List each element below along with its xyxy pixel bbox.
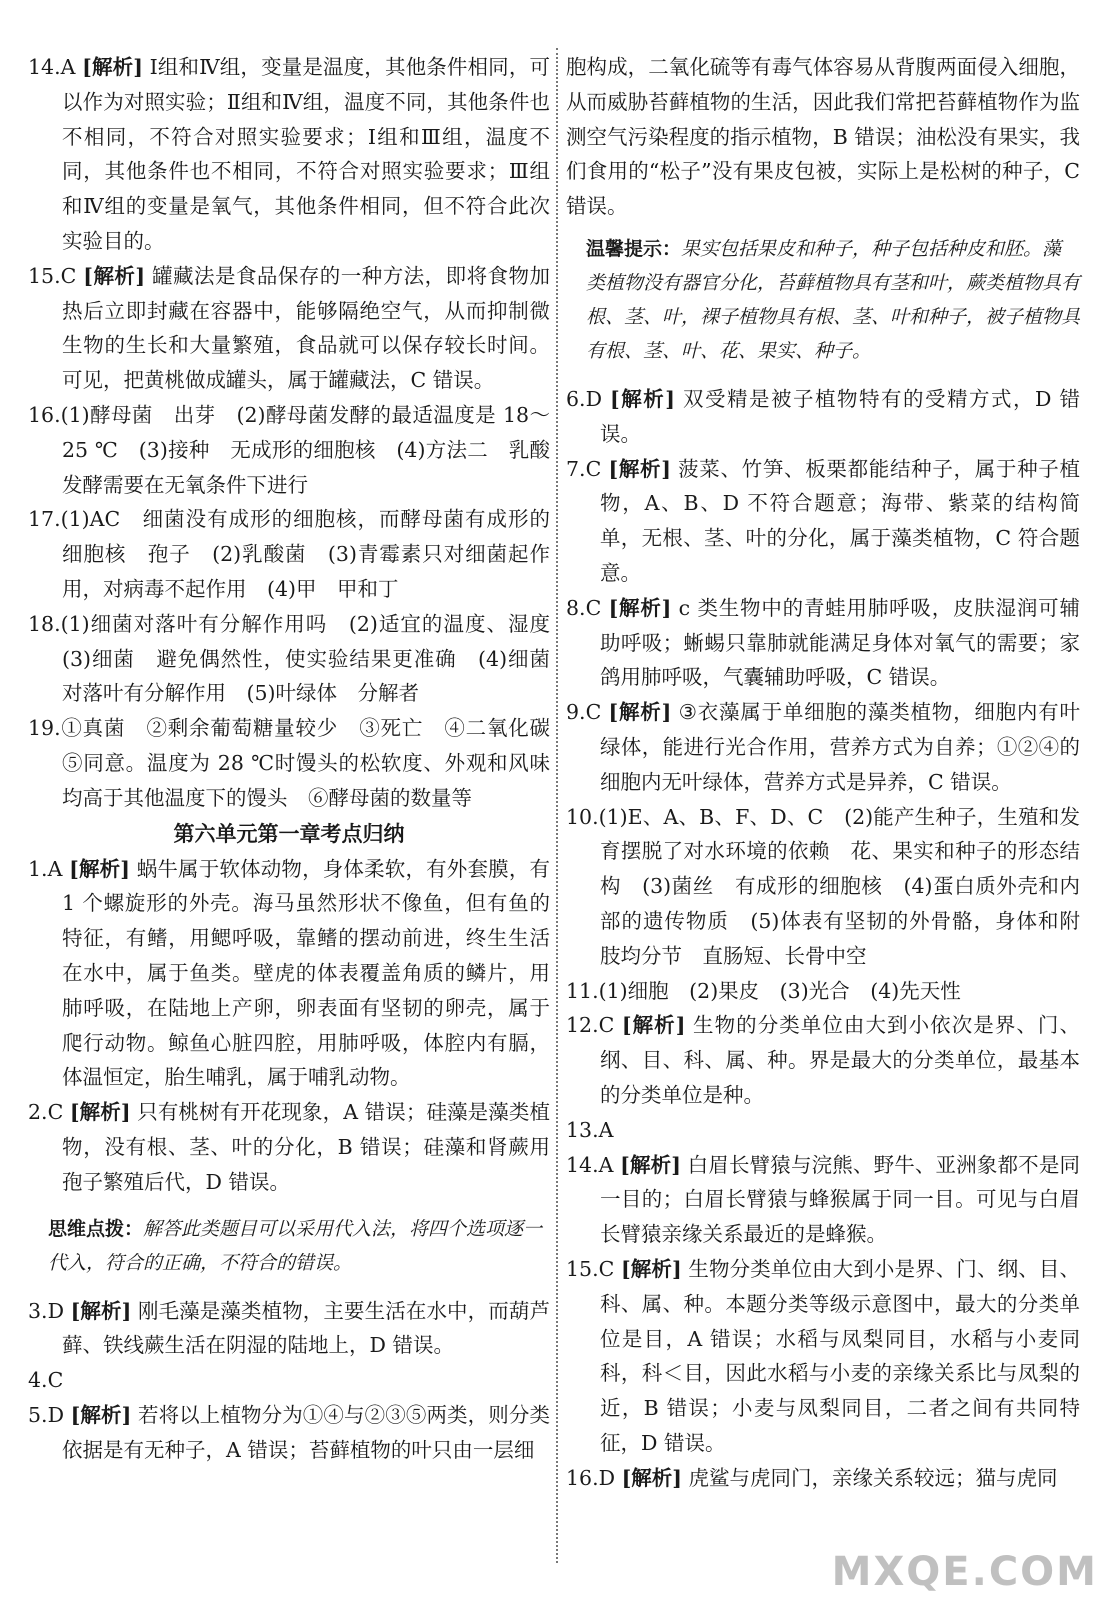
answer-choice: C <box>47 1100 64 1125</box>
answer-entry <box>566 591 1080 695</box>
answer-number: 19. <box>28 716 61 741</box>
answer-text: (1)AC 细菌没有成形的细胞核，而酵母菌有成形的细胞核 孢子 (2)乳酸菌 (3)青霉素只对细菌起作用，对病毒不起作用 (4)甲 甲和丁 <box>60 507 550 601</box>
analysis-tag: [解析] <box>82 55 143 79</box>
answer-entry <box>28 1398 550 1468</box>
answer-choice: C <box>585 456 602 481</box>
analysis-tag: [解析] <box>608 595 672 620</box>
answer-choice: D <box>598 1465 616 1490</box>
answer-number: 12. <box>566 1013 599 1038</box>
column-divider <box>556 48 558 1563</box>
answer-text: (1)细菌对落叶有分解作用吗 (2)适宜的温度、湿度 (3)细菌 避免偶然性，使实验结果更准确 (4)细菌对落叶有分解作用 (5)叶绿体 分解者 <box>60 611 571 706</box>
answer-entry <box>28 1095 550 1199</box>
answer-list <box>28 50 571 816</box>
answer-number: 17. <box>28 507 61 532</box>
answer-choice: C <box>598 1256 615 1281</box>
answer-choice: C <box>585 700 602 725</box>
answer-choice: C <box>598 1013 615 1038</box>
answer-number: 18. <box>28 611 61 636</box>
answer-entry <box>566 382 1080 452</box>
answer-list <box>28 852 550 1200</box>
answer-entry <box>566 1113 1080 1148</box>
answer-entry <box>566 452 1080 591</box>
answer-entry <box>28 1294 550 1364</box>
answer-entry <box>566 800 1080 974</box>
answer-number: 6. <box>566 386 586 411</box>
answer-entry <box>566 1461 1080 1496</box>
answer-text: 生物的分类单位由大到小依次是界、门、纲、目、科、属、种。界是最大的分类单位，最基本的分类单位是种。 <box>600 1013 1080 1107</box>
answer-number: 7. <box>566 456 586 481</box>
answer-number: 14. <box>28 55 61 79</box>
answer-number: 4. <box>28 1368 48 1393</box>
left-column <box>28 50 571 1467</box>
tip-text: 果实包括果皮和种子，种子包括种皮和胚。藻类植物没有器官分化，苔藓植物具有茎和叶，蕨类植物具有根、茎、叶，裸子植物具有根、茎、叶和种子，被子植物具有根、茎、叶、花、果实、种子。 <box>586 237 1081 362</box>
right-column <box>566 50 1080 1495</box>
answer-text: (1)E、A、B、F、D、C (2)能产生种子，生殖和发育摆脱了对水环境的依赖 花、果实和种子的形态结构 (3)菌丝 有成形的细胞核 (4)蛋白质外壳和内部的遗传物质 (5)体表有坚韧的外骨骼，身体和附肢均分节 直肠短、长骨中空 <box>598 804 1080 968</box>
answer-text: (1)细胞 (2)果皮 (3)光合 (4)先天性 <box>598 978 961 1003</box>
answer-text: 只有桃树有开花现象，A 错误；硅藻是藻类植物，没有根、茎、叶的分化，B 错误；硅藻和肾蕨用孢子繁殖后代，D 错误。 <box>62 1100 550 1194</box>
answer-entry <box>566 974 1080 1009</box>
answer-choice: D <box>585 386 602 411</box>
analysis-tag: [解析] <box>620 1152 681 1177</box>
analysis-tag: [解析] <box>608 456 671 481</box>
analysis-tag: [解析] <box>621 1013 686 1038</box>
answer-number: 1. <box>28 856 48 881</box>
answer-number: 15. <box>28 263 61 288</box>
answer-entry <box>28 259 550 398</box>
answer-text: 双受精是被子植物特有的受精方式，D 错误。 <box>600 386 1080 446</box>
answer-number: 11. <box>566 978 599 1003</box>
answer-text: 罐藏法是食品保存的一种方法，即将食物加热后立即封藏在容器中，能够隔绝空气，从而抑制微生物的生长和大量繁殖，食品就可以保存较长时间。可见，把黄桃做成罐头，属于罐藏法，C 错误。 <box>62 263 550 393</box>
tip-text: 解答此类题目可以采用代入法，将四个选项逐一代入，符合的正确，不符合的错误。 <box>48 1217 543 1274</box>
analysis-tag: [解析] <box>69 1100 131 1125</box>
answer-number: 13. <box>566 1117 599 1142</box>
answer-choice: D <box>47 1402 64 1427</box>
tip-box <box>28 1212 550 1280</box>
answer-text: 菠菜、竹笋、板栗都能结种子，属于种子植物，A、B、D 不符合题意；海带、紫菜的结构简单，无根、茎、叶的分化，属于藻类植物，C 符合题意。 <box>600 456 1080 585</box>
answer-number: 15. <box>566 1256 599 1281</box>
answer-entry <box>28 502 550 606</box>
answer-text: 若将以上植物分为①④与②③⑤两类，则分类依据是有无种子，A 错误；苔藓植物的叶只由一层细 <box>62 1402 550 1462</box>
answer-text: Ⅰ组和Ⅳ组，变量是温度，其他条件相同，可以作为对照实验；Ⅱ组和Ⅳ组，温度不同，其他条件也不相同，不符合对照实验要求；Ⅰ组和Ⅲ组，温度不同，其他条件也不相同，不符合对照实验要求；Ⅲ组和Ⅳ组的变量是氧气，其他条件相同，但不符合此次实验目的。 <box>62 55 550 253</box>
answer-entry <box>566 695 1080 799</box>
answer-choice: A <box>60 55 76 79</box>
analysis-tag: [解析] <box>83 263 146 288</box>
answer-entry <box>28 852 550 1096</box>
tip-label: 温馨提示： <box>586 237 682 260</box>
answer-choice: C <box>585 595 602 620</box>
answer-text: 刚毛藻是藻类植物，主要生活在水中，而葫芦藓、铁线蕨生活在阴湿的陆地上，D 错误。 <box>62 1298 550 1358</box>
answer-number: 9. <box>566 700 586 725</box>
answer-entry <box>566 1148 1080 1252</box>
answer-list <box>566 382 1080 1496</box>
section-heading: 第六单元第一章考点归纳 <box>173 821 405 846</box>
analysis-tag: [解析] <box>608 700 672 725</box>
answer-entry <box>28 398 550 502</box>
answer-number: 16. <box>566 1465 599 1490</box>
answer-number: 14. <box>566 1152 599 1177</box>
analysis-tag: [解析] <box>70 1298 132 1323</box>
answer-text: 白眉长臂猿与浣熊、野牛、亚洲象都不是同一目的；白眉长臂猿与蜂猴属于同一目。可见与白眉长臂猿亲缘关系最近的是蜂猴。 <box>600 1152 1080 1247</box>
answer-choice: C <box>60 263 77 288</box>
answer-entry <box>28 1363 550 1398</box>
answer-entry <box>566 1252 1080 1461</box>
answer-text: (1)酵母菌 出芽 (2)酵母菌发酵的最适温度是 18～25 ℃ (3)接种 无成形的细胞核 (4)方法二 乳酸发酵需要在无氧条件下进行 <box>60 402 550 497</box>
analysis-tag: [解析] <box>70 1402 132 1427</box>
answer-number: 3. <box>28 1298 48 1323</box>
answer-number: 5. <box>28 1402 48 1427</box>
answer-choice: A <box>47 856 63 881</box>
answer-number: 2. <box>28 1100 48 1125</box>
tip-box <box>566 232 1080 368</box>
answer-text: 生物分类单位由大到小是界、门、纲、目、科、属、种。本题分类等级示意图中，最大的分类单位是目，A 错误；水稻与凤梨同目，水稻与小麦同科，科＜目，因此水稻与小麦的亲缘关系比与凤梨的近，B 错误；小麦与凤梨同目，二者之间有共同特征，D 错误。 <box>600 1256 1080 1455</box>
answer-text: 虎鲨与虎同门，亲缘关系较远；猫与虎同 <box>688 1465 1058 1490</box>
analysis-tag: [解析] <box>69 856 130 881</box>
answer-text: c 类生物中的青蛙用肺呼吸，皮肤湿润可辅助呼吸；蜥蜴只靠肺就能满足身体对氧气的需要；家鸽用肺呼吸，气囊辅助呼吸，C 错误。 <box>600 595 1080 690</box>
answer-text: ①真菌 ②剩余葡萄糖量较少 ③死亡 ④二氧化碳 ⑤同意。温度为 28 ℃时馒头的松软度、外观和风味均高于其他温度下的馒头 ⑥酵母菌的数量等 <box>60 716 571 810</box>
answer-entry <box>28 607 571 711</box>
analysis-tag: [解析] <box>620 1256 682 1281</box>
continued-text: 胞构成，二氧化硫等有毒气体容易从背腹两面侵入细胞，从而威胁苔藓植物的生活，因此我们常把苔藓植物作为监测空气污染程度的指示植物，B 错误；油松没有果实，我们食用的“松子”没有果皮包被，实际上是松树的种子，C 错误。 <box>566 55 1080 219</box>
answer-list <box>28 1294 550 1468</box>
tip-label: 思维点拨： <box>48 1217 144 1240</box>
answer-text: 蜗牛属于软体动物，身体柔软，有外套膜，有 1 个螺旋形的外壳。海马虽然形状不像鱼，但有鱼的特征，有鳍，用鳃呼吸，靠鳍的摆动前进，终生生活在水中，属于鱼类。壁虎的体表覆盖角质的鳞片，用肺呼吸，在陆地上产卵，卵表面有坚韧的卵壳，属于爬行动物。鲸鱼心脏四腔，用肺呼吸，体腔内有膈，体温恒定，胎生哺乳，属于哺乳动物。 <box>62 856 550 1090</box>
answer-entry <box>28 50 550 259</box>
analysis-tag: [解析] <box>610 386 675 411</box>
answer-choice: A <box>598 1117 614 1142</box>
answer-number: 16. <box>28 402 61 427</box>
answer-entry <box>28 711 571 815</box>
answer-text: ③衣藻属于单细胞的藻类植物，细胞内有叶绿体，能进行光合作用，营养方式为自养；①②④的细胞内无叶绿体，营养方式是异养，C 错误。 <box>600 700 1080 794</box>
answer-choice: A <box>598 1152 614 1177</box>
watermark: MXQE.COM <box>831 1549 1098 1595</box>
answer-entry <box>566 1008 1080 1112</box>
answer-choice: C <box>47 1368 64 1393</box>
answer-choice: D <box>47 1298 64 1323</box>
analysis-tag: [解析] <box>621 1465 682 1490</box>
answer-number: 8. <box>566 595 586 620</box>
answer-number: 10. <box>566 804 599 829</box>
